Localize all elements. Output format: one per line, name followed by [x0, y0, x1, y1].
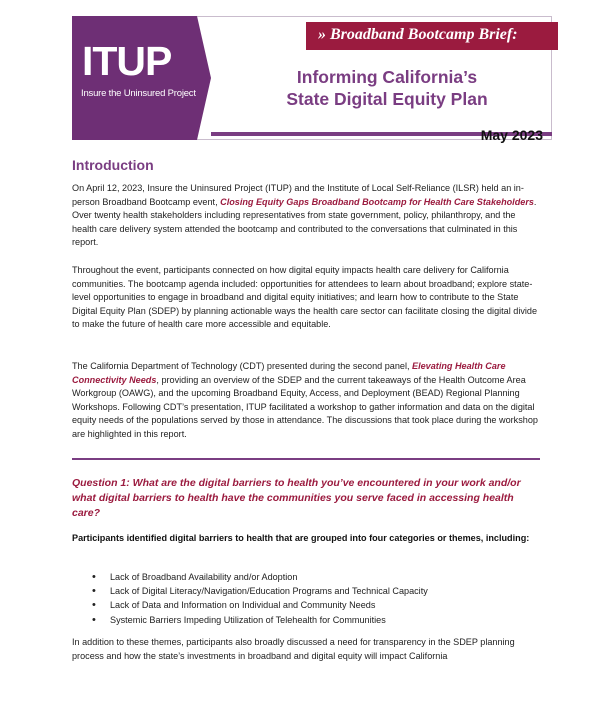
list-item: • Lack of Digital Literacy/Navigation/Education Programs and Technical Capacity — [92, 584, 428, 598]
publication-date: May 2023 — [480, 127, 543, 143]
question-1-heading: Question 1: What are the digital barriers to health you’ve encountered in your work and/or what digital barriers to health have the communities you serve faced in accessing health care? — [72, 477, 521, 519]
p3-text-b: , providing an overview of the SDEP and the current takeaways of the Health Outcome Area Workgroup (OAWG), and the upcoming Broadband Equity, Access, and Deployment (BEAD) Regional Planning Workshops. Following CDT’s presentation, ITUP facilitated a workshop to gather information and data on the digital equity needs of the populations served by those in attendance. The discussions that took place during the workshop are highlighted in this report. — [72, 374, 538, 439]
document-title — [242, 66, 532, 110]
brief-tag — [306, 22, 558, 50]
logo-arrow-shape — [197, 16, 211, 140]
intro-paragraph-2: Throughout the event, participants connected on how digital equity impacts health care delivery for California communities. The bootcamp agenda included: opportunities for attendees to learn about broadband; explore state-level opportunities to engage in broadband and digital equity initiatives; and learn how to contribute to the State Digital Equity Plan (SDEP) by planning actionable ways the health care sector can facilitate closing the digital divide to make the future of health care more accessible and equitable. — [72, 265, 538, 330]
p1-text-b: . Over twenty health stakeholders including representatives from state government, policy, philanthropy, and the health care delivery system attended the bootcamp and contributed to the conversations that culminated in this report. — [72, 196, 537, 248]
title-line-1: Informing California’s — [296, 67, 478, 87]
section-divider — [72, 458, 540, 460]
list-item: • Lack of Broadband Availability and/or Adoption — [92, 570, 428, 584]
section-heading-introduction: Introduction — [72, 157, 154, 173]
intro-paragraph-3 — [72, 360, 542, 442]
panel-link[interactable]: Elevating Health Care Connectivity Needs — [72, 361, 506, 385]
logo-wordmark: ITUP — [82, 38, 172, 84]
question-1-lead: Participants identified digital barriers to health that are grouped into four categories or themes, including: — [72, 533, 530, 543]
logo-subtitle: Insure the Uninsured Project — [81, 88, 196, 99]
itup-logo — [72, 16, 197, 140]
bootcamp-link[interactable]: Closing Equity Gaps Broadband Bootcamp for Health Care Stakeholders — [220, 196, 534, 207]
p1-text-a: On April 12, 2023, Insure the Uninsured Project (ITUP) and the Institute of Local Self-Reliance (ILSR) held an in-person Broadband Bootcamp event, — [72, 183, 524, 207]
list-item: • Systemic Barriers Impeding Utilization of Telehealth for Communities — [92, 613, 428, 627]
brief-tag-text: » Broadband Bootcamp Brief: — [318, 26, 518, 43]
closing-paragraph: In addition to these themes, participants also broadly discussed a need for transparency in the SDEP planning process and how the state’s investments in broadband and digital equity will impact California — [72, 637, 515, 661]
list-item: • Lack of Data and Information on Individual and Community Needs — [92, 598, 428, 612]
intro-paragraph-1 — [72, 182, 542, 250]
title-line-2: State Digital Equity Plan — [286, 89, 488, 109]
header-banner — [72, 16, 552, 140]
p3-text-a: The California Department of Technology (CDT) presented during the second panel, — [72, 361, 413, 371]
barrier-list — [92, 570, 428, 627]
